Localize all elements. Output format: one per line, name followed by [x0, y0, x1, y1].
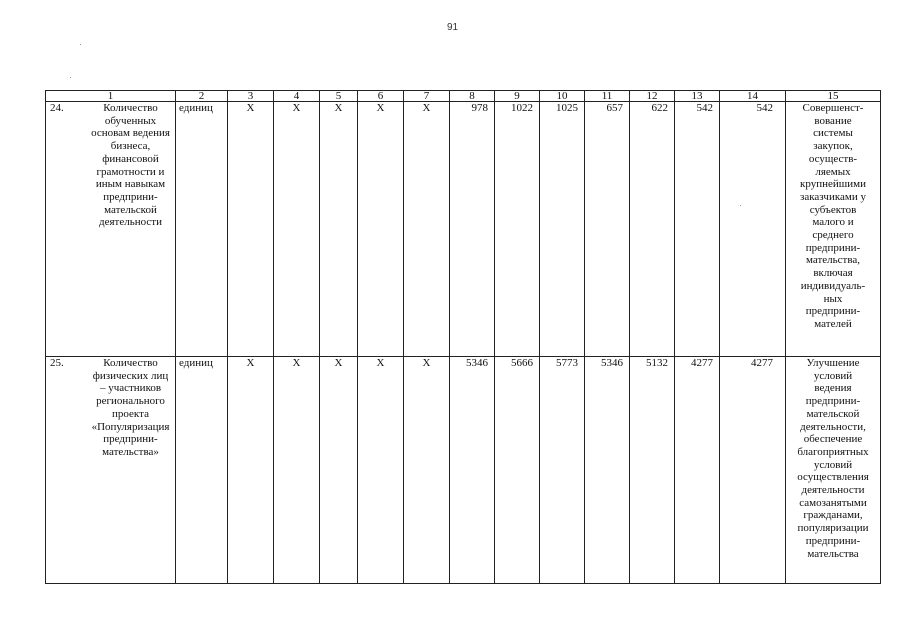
header-cell: 15 — [786, 91, 881, 102]
page-number: 91 — [446, 22, 459, 33]
desc-line: субъектов — [809, 203, 857, 216]
name-line: Количество — [103, 357, 158, 369]
desc-line: индивидуаль- — [800, 279, 866, 292]
unit-cell: единиц — [176, 102, 228, 357]
cell-10: 1025 — [540, 102, 585, 357]
indicator-name-cell — [46, 357, 176, 584]
cell-5: Х — [320, 357, 358, 584]
cell-13: 4277 — [675, 357, 720, 584]
data-table — [45, 90, 881, 584]
desc-line: заказчиками у — [800, 190, 866, 203]
cell-7: Х — [404, 102, 450, 357]
desc-line: популяризации — [797, 522, 869, 535]
name-line: мательской — [104, 203, 157, 216]
cell-9: 5666 — [495, 357, 540, 584]
cell-3: Х — [228, 102, 274, 357]
desc-line: крупнейшими — [800, 178, 866, 191]
cell-14: 542 — [720, 102, 786, 357]
cell-5: Х — [320, 102, 358, 357]
desc-line: условий — [813, 369, 853, 382]
scan-speck — [80, 44, 81, 45]
cell-9: 1022 — [495, 102, 540, 357]
name-line: «Популяризация — [91, 420, 170, 433]
cell-4: Х — [274, 357, 320, 584]
desc-line: ляемых — [815, 165, 851, 178]
name-line: Количество — [103, 102, 158, 114]
header-cell: 5 — [320, 91, 358, 102]
desc-line: ведения — [814, 382, 852, 395]
desc-line: мательства, — [805, 254, 861, 267]
desc-line: вование — [814, 114, 852, 127]
name-line: мательства» — [102, 445, 159, 458]
desc-line: мательской — [806, 407, 860, 420]
desc-line: осуществ- — [808, 152, 858, 165]
description-cell — [786, 102, 881, 357]
cell-13: 542 — [675, 102, 720, 357]
table-row — [46, 357, 881, 584]
desc-line: предприни- — [805, 305, 861, 318]
desc-line: ных — [823, 292, 843, 305]
cell-12: 5132 — [630, 357, 675, 584]
desc-line: предприни- — [805, 395, 861, 408]
name-line: предприни- — [103, 190, 158, 203]
table-row — [46, 102, 881, 357]
desc-line: гражданами, — [803, 509, 863, 522]
header-cell: 12 — [630, 91, 675, 102]
name-line: бизнеса, — [110, 140, 151, 153]
header-cell: 10 — [540, 91, 585, 102]
header-cell: 4 — [274, 91, 320, 102]
cell-12: 622 — [630, 102, 675, 357]
desc-line: Совершенст- — [802, 102, 864, 114]
cell-8: 5346 — [450, 357, 495, 584]
name-line: иным навыкам — [95, 178, 166, 191]
header-cell: 9 — [495, 91, 540, 102]
name-line: обученных — [104, 114, 157, 127]
desc-line: мательства — [807, 547, 859, 560]
desc-line: мателей — [814, 317, 852, 330]
row-index: 24. — [50, 102, 64, 114]
cell-11: 5346 — [585, 357, 630, 584]
cell-11: 657 — [585, 102, 630, 357]
desc-line: включая — [813, 267, 853, 280]
name-line: грамотности и — [96, 165, 165, 178]
header-cell: 1 — [46, 91, 176, 102]
desc-line: предприни- — [805, 241, 861, 254]
header-cell: 7 — [404, 91, 450, 102]
cell-8: 978 — [450, 102, 495, 357]
header-cell: 2 — [176, 91, 228, 102]
unit-cell: единиц — [176, 357, 228, 584]
cell-10: 5773 — [540, 357, 585, 584]
desc-line: малого и — [812, 216, 854, 229]
indicator-name-cell — [46, 102, 176, 357]
scan-speck — [70, 77, 71, 78]
desc-line: самозанятыми — [799, 496, 867, 509]
desc-line: предприни- — [805, 534, 861, 547]
cell-4: Х — [274, 102, 320, 357]
desc-line: обеспечение — [803, 433, 863, 446]
name-line: предприни- — [103, 433, 158, 446]
cell-14: 4277 — [720, 357, 786, 584]
desc-line: условий — [813, 458, 853, 471]
name-line: физических лиц — [92, 369, 169, 382]
desc-line: Улучшение — [806, 357, 860, 369]
cell-6: Х — [358, 357, 404, 584]
name-line: основам ведения — [91, 127, 170, 140]
desc-line: благоприятных — [797, 445, 869, 458]
desc-line: осуществления — [797, 471, 869, 484]
name-line: проекта — [112, 407, 149, 420]
header-cell: 13 — [675, 91, 720, 102]
description-cell — [786, 357, 881, 584]
name-line: – участников — [99, 382, 162, 395]
name-line: регионального — [96, 395, 165, 408]
row-index: 25. — [50, 357, 64, 369]
desc-line: закупок, — [813, 140, 853, 153]
cell-6: Х — [358, 102, 404, 357]
desc-line: деятельности — [801, 484, 865, 497]
cell-3: Х — [228, 357, 274, 584]
name-line: деятельности — [99, 216, 162, 229]
header-cell: 8 — [450, 91, 495, 102]
desc-line: среднего — [812, 229, 854, 242]
header-cell: 3 — [228, 91, 274, 102]
desc-line: системы — [813, 127, 853, 140]
header-cell: 14 — [720, 91, 786, 102]
desc-line: деятельности, — [800, 420, 866, 433]
cell-7: Х — [404, 357, 450, 584]
header-cell: 6 — [358, 91, 404, 102]
header-row — [46, 91, 881, 102]
header-cell: 11 — [585, 91, 630, 102]
name-line: финансовой — [102, 152, 159, 165]
